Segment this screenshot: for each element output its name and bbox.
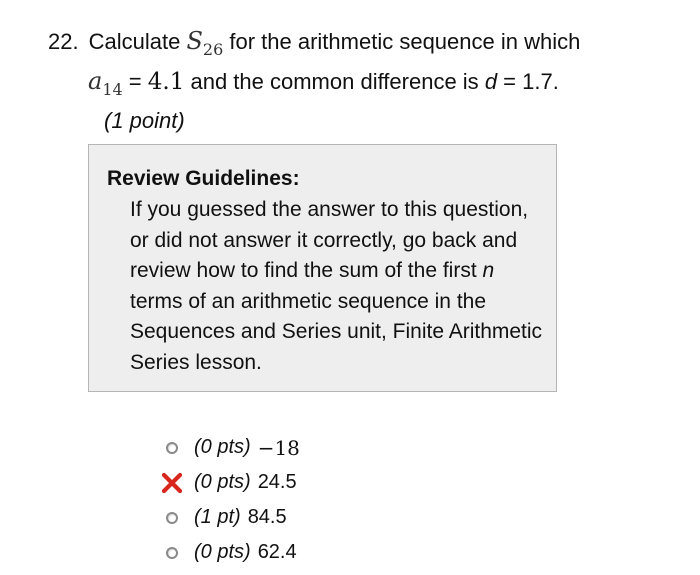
answer-option[interactable] — [160, 535, 300, 570]
radio-button-icon[interactable] — [166, 512, 178, 524]
radio-button-icon[interactable] — [166, 442, 178, 454]
option-points: (0 pts) — [194, 436, 251, 458]
option-marker[interactable] — [160, 433, 194, 463]
sum-subscript: 26 — [202, 40, 224, 59]
option-value: 84.5 — [247, 506, 287, 528]
term-subscript: 14 — [102, 80, 123, 99]
incorrect-x-icon — [161, 472, 183, 494]
question-line-1 — [48, 26, 580, 65]
question-line-2 — [88, 66, 559, 105]
guidelines-variable: n — [482, 259, 495, 282]
option-value: 62.4 — [257, 541, 297, 563]
diff-variable: d — [484, 69, 498, 94]
option-value: 24.5 — [257, 471, 297, 493]
radio-button-icon[interactable] — [166, 547, 178, 559]
term-equals: = — [128, 69, 142, 94]
answer-options — [160, 430, 300, 570]
term-value: 4.1 — [147, 69, 185, 95]
question-middle: and the common difference is — [190, 69, 479, 94]
term-symbol — [88, 67, 123, 99]
question-number: 22. — [48, 29, 79, 54]
answer-option[interactable] — [160, 430, 300, 465]
guidelines-text-2: terms of an arithmetic sequence in the Sequences and Series unit, Finite Arithmetic Series lesson. — [130, 289, 543, 374]
option-marker[interactable] — [160, 468, 194, 498]
answer-option[interactable] — [160, 500, 300, 535]
question-prefix: Calculate — [88, 29, 181, 54]
option-points: (0 pts) — [194, 541, 251, 563]
option-points: (0 pts) — [194, 471, 251, 493]
term-letter: a — [88, 67, 103, 95]
answer-option-selected[interactable] — [160, 465, 300, 500]
guidelines-body — [130, 195, 545, 378]
guidelines-text-1: If you guessed the answer to this question, or did not answer it correctly, go back and review how to find the sum of the first — [130, 198, 529, 282]
option-marker[interactable] — [160, 503, 194, 533]
question-suffix: for the arithmetic sequence in which — [229, 29, 581, 54]
option-points: (1 pt) — [194, 506, 241, 528]
option-value: −18 — [257, 435, 300, 460]
guidelines-title: Review Guidelines: — [107, 167, 300, 190]
sum-letter: S — [186, 27, 203, 55]
diff-equation: = 1.7. — [497, 69, 559, 94]
sum-symbol — [186, 27, 224, 59]
option-marker[interactable] — [160, 538, 194, 568]
review-guidelines-panel — [88, 144, 557, 392]
question-points: (1 point) — [104, 108, 185, 133]
